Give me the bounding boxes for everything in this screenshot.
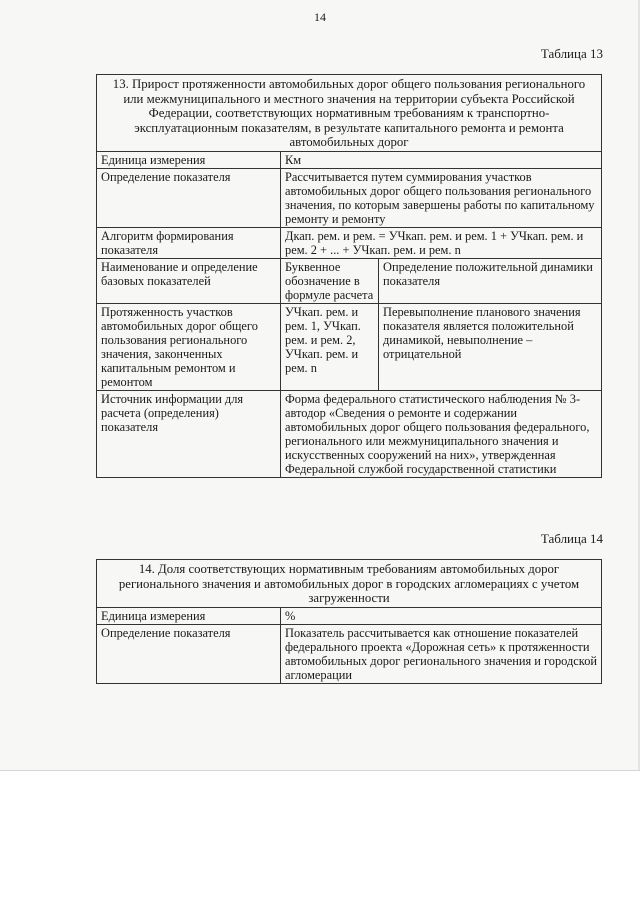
table-13-title: 13. Прирост протяженности автомобильных дорог общего пользования регионального или межмуниципального и местного значения на территории субъекта Российской Федерации, соответствующих нормативным требованиям к транспортно-эксплуатационным показателям, в результате капитального ремонта и ремонта автомобильных дорог [97,75,602,152]
table-row [97,624,602,683]
base-indicators-label: Наименование и определение базовых показателей [97,258,281,303]
table-row [97,390,602,477]
dynamics-header: Определение положительной динамики показателя [379,258,602,303]
algorithm-label: Алгоритм формирования показателя [97,227,281,258]
table-13 [96,74,602,478]
table-13-caption: Таблица 13 [540,46,603,61]
unit-value: % [281,607,602,624]
symbol-header: Буквенное обозначение в формуле расчета [281,258,379,303]
table-14 [96,559,602,684]
definition-value: Рассчитывается путем суммирования участков автомобильных дорог общего пользования регионального значения, по которым завершены работы по капитальному ремонту и ремонту [281,168,602,227]
unit-label: Единица измерения [97,607,281,624]
table-row [97,607,602,624]
algorithm-value: Дкап. рем. и рем. = УЧкап. рем. и рем. 1 + УЧкап. рем. и рем. 2 + ... + УЧкап. рем. и рем. n [281,227,602,258]
table-row [97,258,602,303]
definition-label: Определение показателя [97,168,281,227]
source-value: Форма федерального статистического наблюдения № 3-автодор «Сведения о ремонте и содержании автомобильных дорог общего пользования федерального, регионального или межмуниципального значения и искусственных сооружений на них», утвержденная Федеральной службой государственной статистики [281,390,602,477]
definition-label: Определение показателя [97,624,281,683]
length-label: Протяженность участков автомобильных дорог общего пользования регионального значения, законченных капитальным ремонтом и ремонтом [97,303,281,390]
table-13-title-row [97,75,602,152]
page-number: 14 [314,10,326,24]
definition-value: Показатель рассчитывается как отношение показателей федерального проекта «Дорожная сеть» к протяженности автомобильных дорог регионального значения и городской агломерации [281,624,602,683]
unit-label: Единица измерения [97,151,281,168]
table-row [97,227,602,258]
source-label: Источник информации для расчета (определения) показателя [97,390,281,477]
table-row [97,303,602,390]
unit-value: Км [281,151,602,168]
table-14-title: 14. Доля соответствующих нормативным требованиям автомобильных дорог регионального значения и автомобильных дорог в городских агломерациях с учетом загруженности [97,560,602,608]
table-row [97,168,602,227]
length-symbols: УЧкап. рем. и рем. 1, УЧкап. рем. и рем. 2, УЧкап. рем. и рем. n [281,303,379,390]
table-row [97,151,602,168]
table-14-caption: Таблица 14 [540,531,603,546]
table-14-title-row [97,560,602,608]
length-dynamics: Перевыполнение планового значения показателя является положительной динамикой, невыполнение – отрицательной [379,303,602,390]
